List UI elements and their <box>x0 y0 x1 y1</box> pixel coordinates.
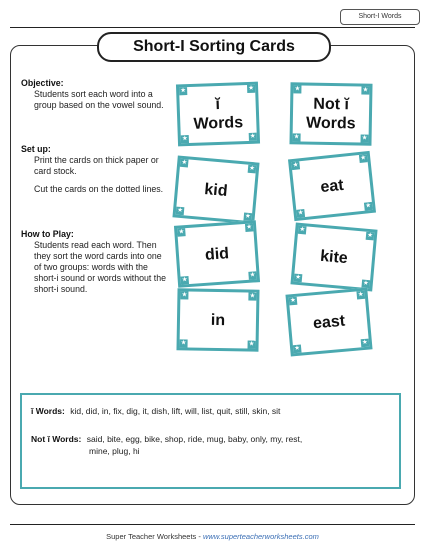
worksheet-category-tag: Short-I Words <box>340 9 420 25</box>
footer-rule <box>10 524 415 525</box>
footer-text: Super Teacher Worksheets - <box>106 532 203 541</box>
not-short-i-label: Not ĭ Words: <box>31 434 82 444</box>
card-label: eat <box>319 176 345 196</box>
setup-text-1: Print the cards on thick paper or card stock. <box>34 155 159 176</box>
card-label: kid <box>203 180 229 200</box>
star-icon: ★ <box>362 279 370 288</box>
star-icon: ★ <box>249 292 256 300</box>
setup-text-2: Cut the cards on the dotted lines. <box>34 184 164 194</box>
star-icon: ★ <box>294 85 301 93</box>
star-icon: ★ <box>181 276 188 284</box>
star-icon: ★ <box>246 223 253 231</box>
card-label: did <box>204 244 230 264</box>
short-i-label: ĭ Words: <box>31 406 65 416</box>
star-icon: ★ <box>361 338 369 347</box>
card-in <box>176 288 259 351</box>
star-icon: ★ <box>366 231 374 240</box>
star-icon: ★ <box>299 225 306 234</box>
short-i-words: kid, did, in, fix, dig, it, dish, lift, will, list, quit, still, skin, sit <box>70 406 281 416</box>
objective-section <box>21 78 171 111</box>
star-icon: ★ <box>180 87 187 95</box>
star-icon: ★ <box>248 164 256 173</box>
card-kite <box>290 223 377 292</box>
star-icon: ★ <box>180 339 187 347</box>
card-did <box>174 220 260 288</box>
card-eat <box>288 151 376 221</box>
star-icon: ★ <box>244 212 252 221</box>
star-icon: ★ <box>362 86 369 94</box>
not-short-i-word-row <box>31 434 386 445</box>
how-to-play-text: Students read each word. Then they sort the word cards into one of two groups: words with the short-i sound or words without the short-i sound. <box>34 240 167 294</box>
star-icon: ★ <box>181 135 188 143</box>
card-not-short-i-words <box>289 82 372 145</box>
how-to-play-section <box>21 229 171 295</box>
star-icon: ★ <box>289 296 297 305</box>
star-icon: ★ <box>248 84 255 92</box>
star-icon: ★ <box>359 154 367 162</box>
not-short-i-word-row-cont <box>89 446 425 457</box>
not-short-i-words-line2: mine, plug, hi <box>89 446 140 456</box>
card-label: ĭ Words <box>193 95 244 133</box>
star-icon: ★ <box>181 291 188 299</box>
card-short-i-words <box>176 82 260 147</box>
star-icon: ★ <box>176 206 184 215</box>
page-title: Short-I Sorting Cards <box>97 32 331 62</box>
card-label: Not ĭ Words <box>305 95 356 133</box>
how-to-play-heading: How to Play: <box>21 229 74 239</box>
setup-heading: Set up: <box>21 144 51 154</box>
card-label: east <box>312 312 346 332</box>
star-icon: ★ <box>297 209 304 217</box>
star-icon: ★ <box>292 161 299 169</box>
card-label: in <box>210 311 226 329</box>
star-icon: ★ <box>181 158 188 167</box>
card-kid <box>172 156 259 225</box>
star-icon: ★ <box>248 340 255 348</box>
header-rule <box>10 27 415 28</box>
star-icon: ★ <box>249 271 256 279</box>
star-icon: ★ <box>357 290 364 299</box>
card-label: kite <box>319 247 349 267</box>
footer <box>0 532 425 541</box>
star-icon: ★ <box>361 134 368 142</box>
setup-section <box>21 144 171 195</box>
star-icon: ★ <box>293 133 300 141</box>
objective-heading: Objective: <box>21 78 64 88</box>
objective-text: Students sort each word into a group based on the vowel sound. <box>34 89 164 110</box>
word-list-box <box>20 393 401 489</box>
not-short-i-words-line1: said, bite, egg, bike, shop, ride, mug, baby, only, my, rest, <box>86 434 303 444</box>
star-icon: ★ <box>293 344 301 353</box>
star-icon: ★ <box>249 132 256 140</box>
card-east <box>285 288 372 357</box>
short-i-word-row <box>31 406 386 417</box>
star-icon: ★ <box>364 202 372 210</box>
footer-link[interactable]: www.superteacherworksheets.com <box>202 532 319 541</box>
star-icon: ★ <box>294 273 302 282</box>
star-icon: ★ <box>178 228 185 236</box>
